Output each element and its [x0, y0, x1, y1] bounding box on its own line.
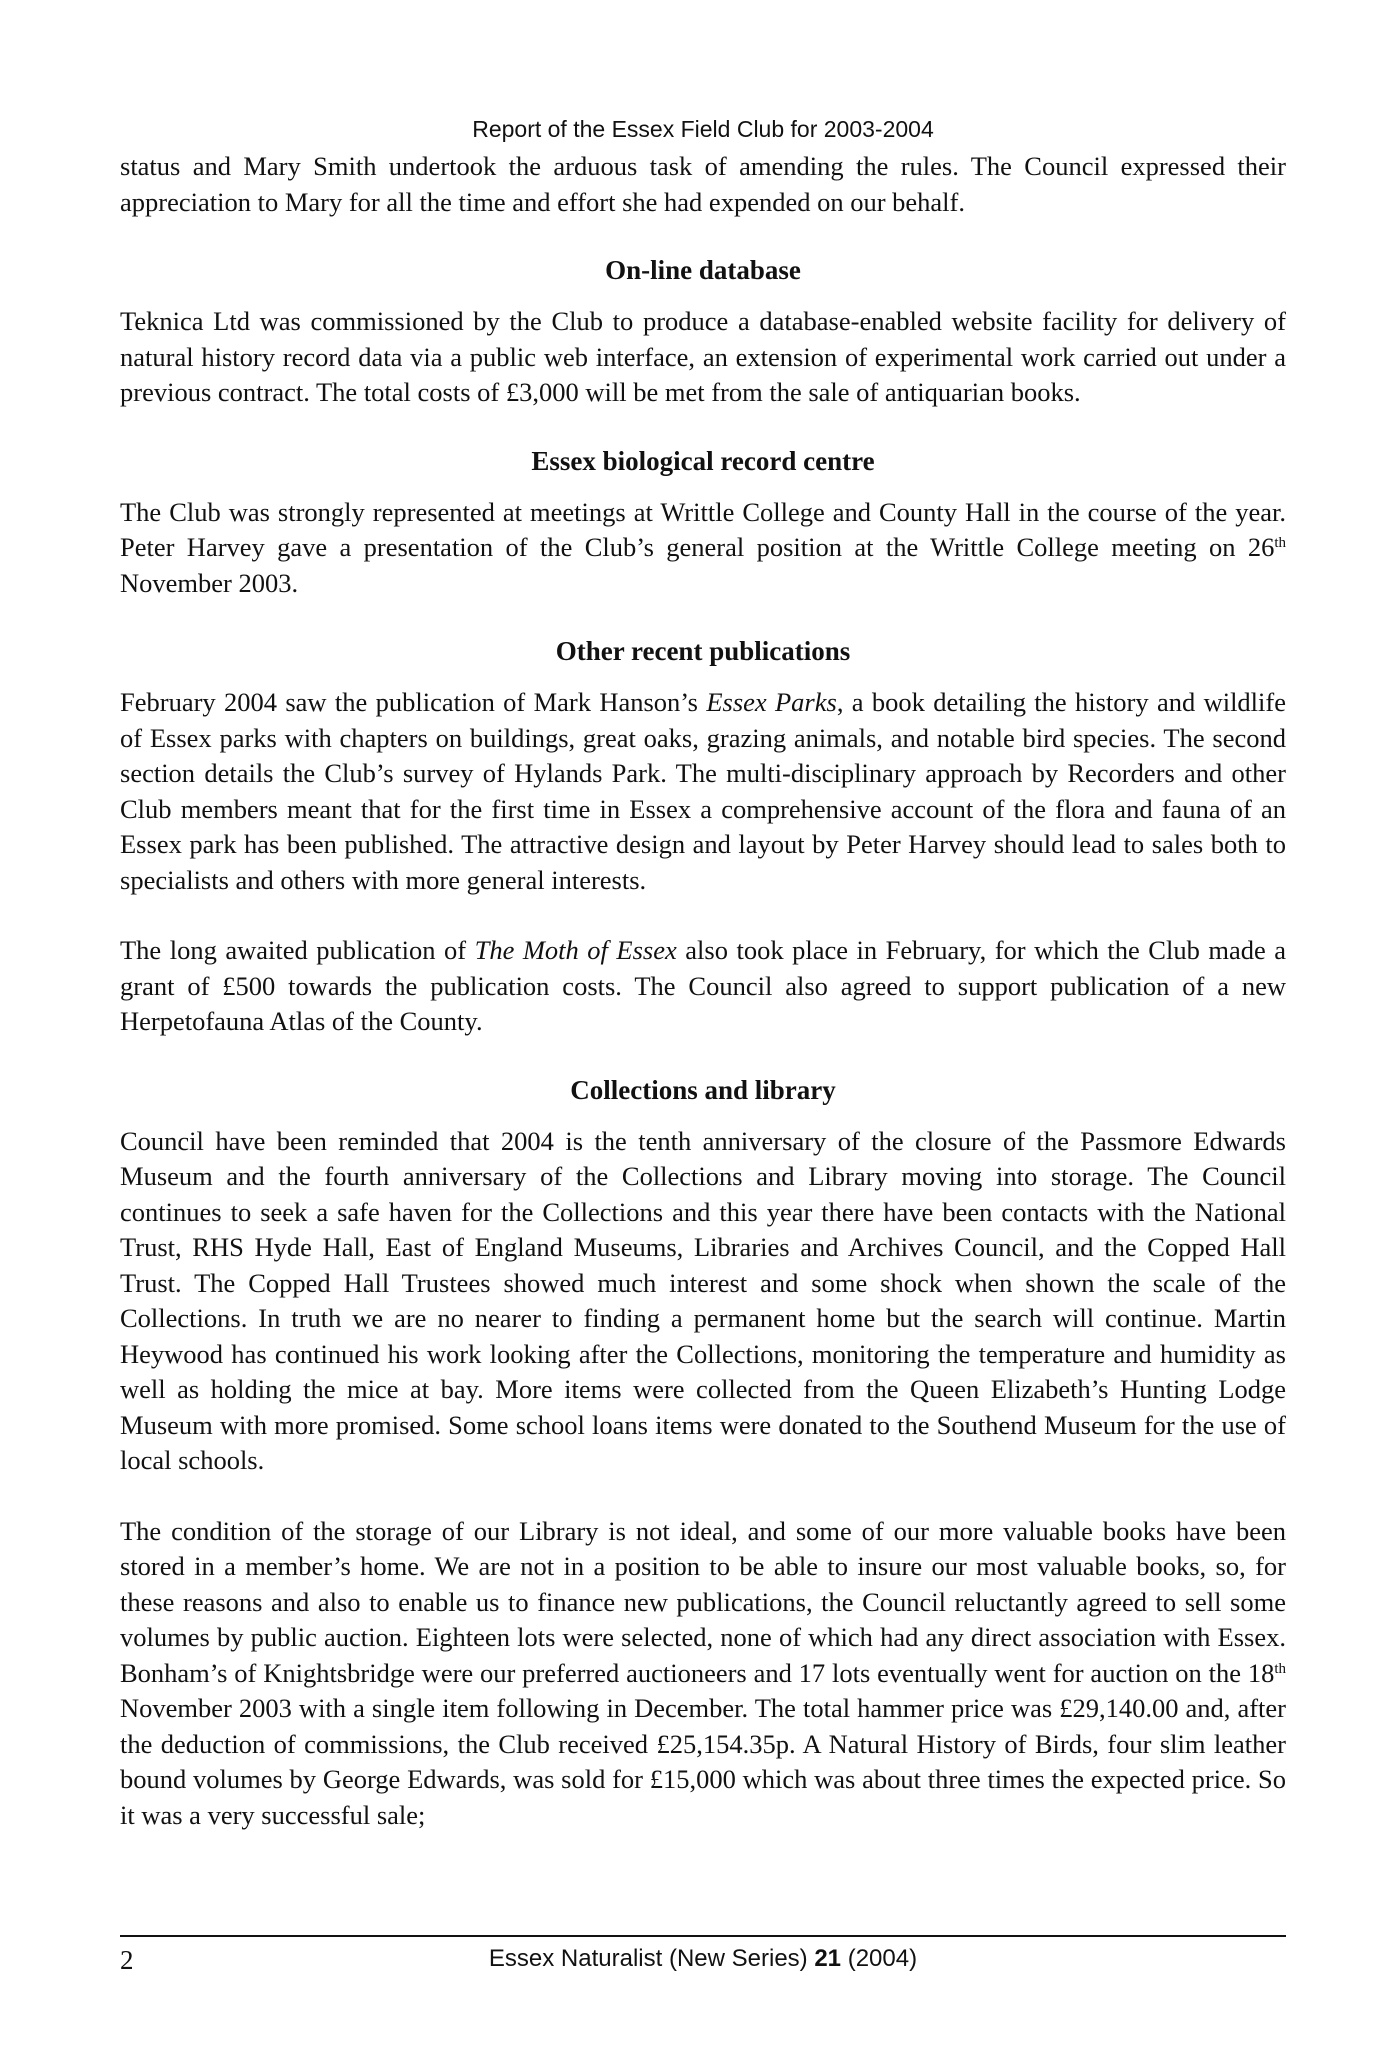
section-heading-record-centre: Essex biological record centre [531, 445, 875, 476]
text-span: November 2003. [120, 567, 299, 598]
text-span: The Club was strongly represented at meetings at Writtle College and County Hall in the course of the year. Peter Harvey gave a presentation of the Club’s general position at the Writtle College meeting on 26 [120, 496, 1286, 562]
ordinal-suffix: th [1274, 535, 1286, 551]
text-span: also took place in February, for which the Club made a grant of £500 towards the publication costs. The Council also agreed to support publication of a new Herpetofauna Atlas of the County. [120, 935, 1286, 1036]
section-heading-publications: Other recent publications [555, 636, 851, 666]
book-title: Essex Parks [706, 687, 837, 717]
record-centre-paragraph [120, 495, 1286, 602]
journal-year: (2004) [841, 1945, 918, 1972]
collections-paragraph-1: Council have been reminded that 2004 is the tenth anniversary of the closure of the Passmore Edwards Museum and the fourth anniversary of the Collections and Library moving into storage. The Council continues to seek a safe haven for the Collections and this year there have been contacts with the National Trust, RHS Hyde Hall, East of England Museums, Libraries and Archives Council, and the Copped Hall Trust. The Copped Hall Trustees showed much interest and some shock when shown the scale of the Collections. In truth we are no nearer to finding a permanent home but the search will continue. Martin Heywood has continued his work looking after the Collections, monitoring the temperature and humidity as well as holding the mice at bay. More items were collected from the Queen Elizabeth’s Hunting Lodge Museum with more promised. Some school loans items were donated to the Southend Museum for the use of local schools. [120, 1125, 1286, 1475]
footer-rule [120, 1935, 1286, 1937]
journal-name: Essex Naturalist (New Series) [488, 1945, 815, 1972]
volume-number: 21 [814, 1945, 842, 1972]
text-span: , a book detailing the history and wildlife of Essex parks with chapters on buildings, great oaks, grazing animals, and notable bird species. The second section details the Club’s survey of Hylands Park. The multi-disciplinary approach by Recorders and other Club members meant that for the first time in Essex a comprehensive account of the flora and fauna of an Essex park has been published. The attractive design and layout by Peter Harvey should lead to sales both to specialists and others with more general interests. [120, 687, 1286, 895]
page-body [120, 116, 1286, 1833]
journal-citation [120, 1945, 1286, 1973]
text-span: November 2003 with a single item following in December. The total hammer price was £29,140.00 and, after the deduction of commissions, the Club received £25,154.35p. A Natural History of Birds, four slim leather bound volumes by George Edwards, was sold for £15,000 which was about three times the expected price. So it was a very successful sale; [120, 1693, 1286, 1830]
text-span: February 2004 saw the publication of Mark Hanson’s [120, 687, 707, 717]
publications-paragraph-2 [120, 933, 1286, 1040]
publications-paragraph-1 [120, 685, 1286, 898]
page-number: 2 [120, 1945, 134, 1975]
online-database-paragraph: Teknica Ltd was commissioned by the Club to produce a database-enabled website facility for delivery of natural history record data via a public web interface, an extension of experimental work carried out under a previous contract. The total costs of £3,000 will be met from the sale of antiquarian books. [120, 306, 1286, 407]
collections-paragraph-2 [120, 1514, 1286, 1834]
ordinal-suffix: th [1274, 1660, 1286, 1677]
text-span: The condition of the storage of our Library is not ideal, and some of our more valuable books have been stored in a member’s home. We are not in a position to be able to insure our most valuable books, so, for these reasons and also to enable us to finance new publications, the Council reluctantly agreed to sell some volumes by public auction. Eighteen lots were selected, none of which had any direct association with Essex. Bonham’s of Knightsbridge were our preferred auctioneers and 17 lots eventually went for auction on the 18 [120, 1515, 1286, 1688]
section-heading-online-database: On-line database [605, 255, 801, 285]
intro-paragraph: status and Mary Smith undertook the arduous task of amending the rules. The Council expressed their appreciation to Mary for all the time and effort she had expended on our behalf. [120, 151, 1286, 217]
text-span: The long awaited publication of [120, 935, 475, 965]
book-title: The Moth of Essex [474, 935, 677, 965]
section-heading-collections: Collections and library [570, 1074, 836, 1105]
running-head: Report of the Essex Field Club for 2003-2004 [472, 116, 934, 142]
